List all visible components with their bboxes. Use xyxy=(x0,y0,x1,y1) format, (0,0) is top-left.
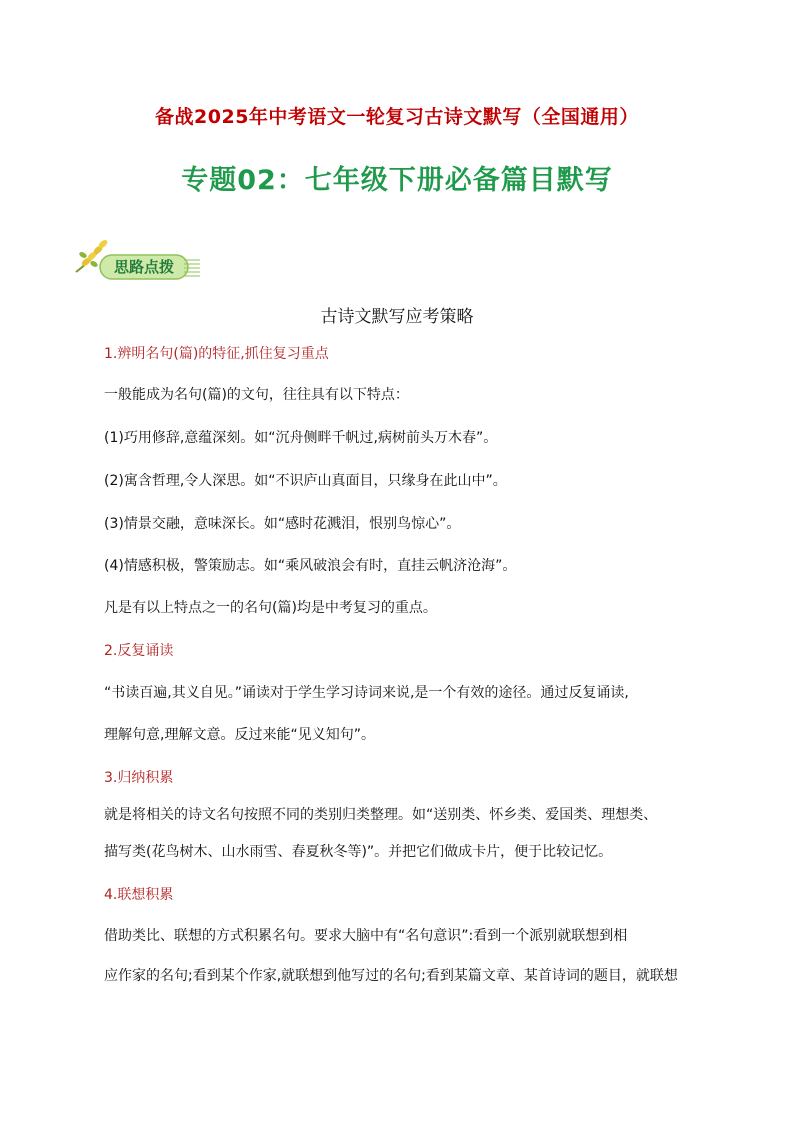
point-4-heading: 4.联想积累 xyxy=(104,887,174,903)
point-3-heading: 3.归纳积累 xyxy=(104,770,174,786)
tips-badge xyxy=(72,232,202,280)
point-2-heading: 2.反复诵读 xyxy=(104,643,174,659)
point-1-heading: 1.辨明名句(篇)的特征,抓住复习重点 xyxy=(104,346,329,362)
section-title: 古诗文默写应考策略 xyxy=(320,307,474,327)
topic-title: 专题02：七年级下册必备篇目默写 xyxy=(181,165,613,196)
point-1-line-1: 一般能成为名句(篇)的文句，往往具有以下特点： xyxy=(104,387,409,403)
point-2-line-1: “书读百遍,其义自见。”诵读对于学生学习诗词来说,是一个有效的途径。通过反复诵读, xyxy=(104,685,629,701)
tips-badge-label: 思路点拨 xyxy=(113,258,174,276)
point-1-line-5: (4)情感积极，警策励志。如“乘风破浪会有时，直挂云帆济沧海”。 xyxy=(104,558,517,574)
series-title: 备战2025年中考语文一轮复习古诗文默写（全国通用） xyxy=(155,106,639,128)
point-3-line-1: 就是将相关的诗文名句按照不同的类别归类整理。如“送别类、怀乡类、爱国类、理想类、 xyxy=(104,807,658,823)
point-3-line-2: 描写类(花鸟树木、山水雨雪、春夏秋冬等)”。并把它们做成卡片，便于比较记忆。 xyxy=(104,844,613,860)
point-1-line-2: (1)巧用修辞,意蕴深刻。如“沉舟侧畔千帆过,病树前头万木春”。 xyxy=(104,430,498,446)
point-4-line-1: 借助类比、联想的方式积累名句。要求大脑中有“名句意识”:看到一个派别就联想到相 xyxy=(104,928,628,944)
point-1-line-6: 凡是有以上特点之一的名句(篇)均是中考复习的重点。 xyxy=(104,600,437,616)
point-2-line-2: 理解句意,理解文意。反过来能“见义知句”。 xyxy=(104,727,375,743)
point-4-line-2: 应作家的名句;看到某个作家,就联想到他写过的名句;看到某篇文章、某首诗词的题目，就联想 xyxy=(104,968,678,984)
point-1-line-3: (2)寓含哲理,令人深思。如“不识庐山真面目，只缘身在此山中”。 xyxy=(104,473,507,489)
point-1-line-4: (3)情景交融，意味深长。如“感时花溅泪，恨别鸟惊心”。 xyxy=(104,516,461,532)
